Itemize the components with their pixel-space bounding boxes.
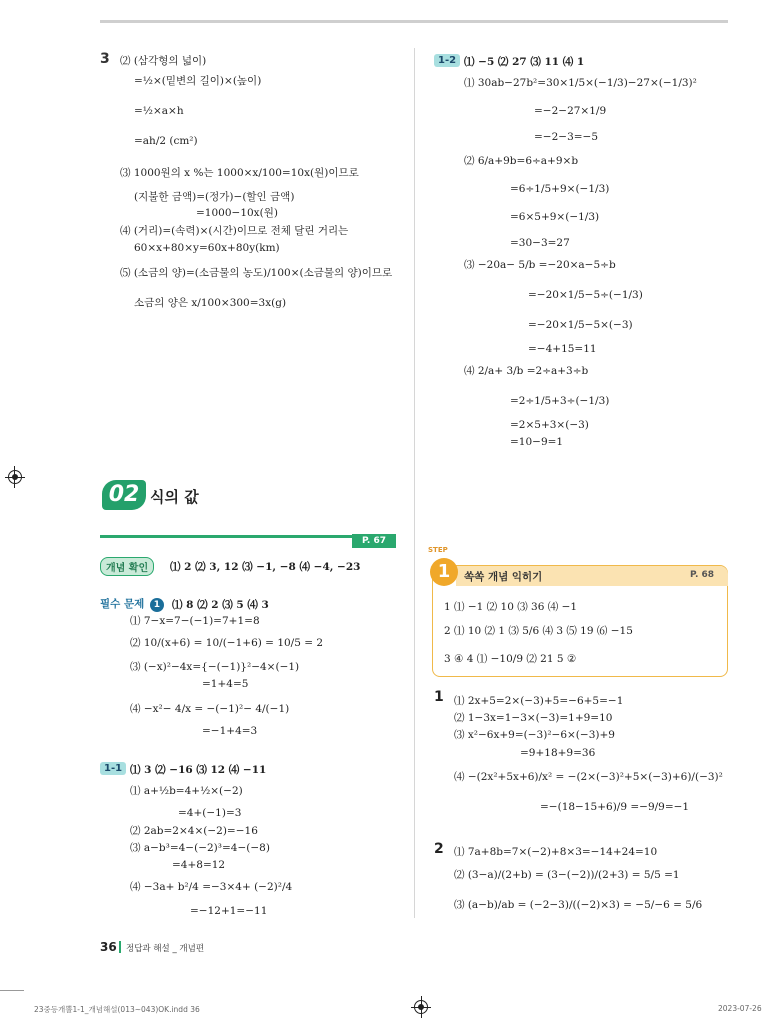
- t12-line: =6×5+9×(−1/3): [510, 211, 600, 223]
- t12-line: =2÷1/5+3÷(−1/3): [510, 395, 610, 407]
- step-row: 2 ⑴ 10 ⑵ 1 ⑶ 5/6 ⑷ 3 ⑸ 19 ⑹ −15: [444, 625, 633, 637]
- must-problem-answers: ⑴ 8 ⑵ 2 ⑶ 5 ⑷ 3: [172, 599, 269, 611]
- trim-mark: [0, 990, 24, 991]
- problem-1-1-tag: 1-1: [100, 762, 126, 775]
- must-line: ⑴ 7−x=7−(−1)=7+1=8: [130, 615, 260, 627]
- column-divider: [414, 48, 415, 918]
- t12-line: =−20×1/5−5×(−3): [528, 319, 633, 331]
- t11-line: ⑴ a+½b=4+½×(−2): [130, 785, 243, 797]
- s1-line: ⑶ x²−6x+9=(−3)²−6×(−3)+9: [454, 729, 615, 741]
- section-title: 식의 값: [150, 488, 199, 506]
- must-problem-text: 필수 문제: [100, 598, 145, 610]
- s2-line: ⑴ 7a+8b=7×(−2)+8×3=−14+24=10: [454, 846, 658, 858]
- footer-title: 정답과 해설 _ 개념편: [126, 944, 205, 954]
- t12-line: ⑶ −20a− 5/b =−20×a−5÷b: [464, 259, 616, 271]
- t12-line: =2×5+3×(−3): [510, 419, 589, 431]
- t11-line: =4+8=12: [172, 859, 226, 871]
- t12-line: ⑵ 6/a+9b=6÷a+9×b: [464, 155, 579, 167]
- print-date: 2023-07-26: [718, 1004, 762, 1013]
- p3-line: (지불한 금액)=(정가)−(할인 금액): [134, 191, 295, 203]
- p3-line: ⑸ (소금의 양)=(소금물의 농도)/100×(소금물의 양)이므로: [120, 267, 393, 279]
- step-number-badge: 1: [430, 558, 458, 586]
- s1-line: ⑴ 2x+5=2×(−3)+5=−6+5=−1: [454, 695, 624, 707]
- s1-line: ⑷ −(2x²+5x+6)/x² = −(2×(−3)²+5×(−3)+6)/(−3)²: [454, 771, 723, 783]
- s2-line: ⑶ (a−b)/ab = (−2−3)/((−2)×3) = −5/−6 = 5/6: [454, 899, 703, 911]
- t12-line: =−4+15=11: [528, 343, 597, 355]
- step-label: STEP: [428, 546, 448, 554]
- step-row: 1 ⑴ −1 ⑵ 10 ⑶ 36 ⑷ −1: [444, 601, 578, 613]
- section-page-ref: P. 67: [352, 534, 396, 548]
- t11-line: ⑶ a−b³=4−(−2)³=4−(−8): [130, 842, 270, 854]
- p3-line: =½×(밑변의 길이)×(높이): [134, 75, 262, 87]
- t12-line: =−2−27×1/9: [534, 105, 607, 117]
- top-rule: [100, 20, 728, 23]
- t12-line: =6÷1/5+9×(−1/3): [510, 183, 610, 195]
- solution-1-number: 1: [434, 689, 444, 705]
- s1-line: =9+18+9=36: [520, 747, 596, 759]
- must-problem-number: 1: [150, 598, 164, 612]
- solution-2-number: 2: [434, 841, 444, 857]
- p3-line: =1000−10x(원): [196, 207, 278, 219]
- p3-line: =ah/2 (cm²): [134, 135, 198, 147]
- section-badge: 02: [102, 480, 146, 510]
- must-line: =−1+4=3: [202, 725, 258, 737]
- t11-line: =−12+1=−11: [190, 905, 268, 917]
- concept-check-answers: ⑴ 2 ⑵ 3, 12 ⑶ −1, −8 ⑷ −4, −23: [170, 561, 361, 573]
- t11-line: ⑵ 2ab=2×4×(−2)=−16: [130, 825, 258, 837]
- must-line: ⑵ 10/(x+6) = 10/(−1+6) = 10/5 = 2: [130, 637, 324, 649]
- registration-line: [14, 466, 15, 488]
- p3-line: 60×x+80×y=60x+80y(km): [134, 242, 280, 254]
- s1-line: =−(18−15+6)/9 =−9/9=−1: [540, 801, 690, 813]
- p3-line: ⑵ (삼각형의 넓이): [120, 55, 207, 67]
- t12-line: =−20×1/5−5÷(−1/3): [528, 289, 643, 301]
- problem-1-2-tag: 1-2: [434, 54, 460, 67]
- step-page-ref: P. 68: [690, 570, 715, 580]
- must-problem-label: [100, 596, 164, 612]
- page-number: 36: [100, 940, 117, 954]
- registration-mark-icon: [8, 470, 22, 484]
- p3-line: =½×a×h: [134, 105, 184, 117]
- problem-1-1-answers: ⑴ 3 ⑵ −16 ⑶ 12 ⑷ −11: [130, 764, 267, 776]
- footer-bar: [119, 941, 121, 953]
- step-title: 쏙쏙 개념 익히기: [464, 571, 543, 583]
- s2-line: ⑵ (3−a)/(2+b) = (3−(−2))/(2+3) = 5/5 =1: [454, 869, 680, 881]
- p3-line: 소금의 양은 x/100×300=3x(g): [134, 297, 287, 309]
- t12-line: ⑷ 2/a+ 3/b =2÷a+3÷b: [464, 365, 589, 377]
- p3-line: ⑷ (거리)=(속력)×(시간)이므로 전체 달린 거리는: [120, 225, 349, 237]
- t11-line: ⑷ −3a+ b²/4 =−3×4+ (−2)²/4: [130, 881, 293, 893]
- must-line: ⑶ (−x)²−4x={−(−1)}²−4×(−1): [130, 661, 300, 673]
- problem-1-2-answers: ⑴ −5 ⑵ 27 ⑶ 11 ⑷ 1: [464, 56, 585, 68]
- t11-line: =4+(−1)=3: [178, 807, 242, 819]
- t12-line: =−2−3=−5: [534, 131, 599, 143]
- registration-line: [421, 996, 422, 1018]
- s1-line: ⑵ 1−3x=1−3×(−3)=1+9=10: [454, 712, 613, 724]
- t12-line: ⑴ 30ab−27b²=30×1/5×(−1/3)−27×(−1/3)²: [464, 77, 697, 89]
- concept-check-label: 개념 확인: [100, 557, 154, 576]
- must-line: ⑷ −x²− 4/x = −(−1)²− 4/(−1): [130, 703, 290, 715]
- p3-line: ⑶ 1000원의 x %는 1000×x/100=10x(원)이므로: [120, 167, 359, 179]
- problem-3-number: 3: [100, 51, 110, 67]
- step-row: 3 ④ 4 ⑴ −10/9 ⑵ 21 5 ②: [444, 653, 577, 665]
- t12-line: =30−3=27: [510, 237, 570, 249]
- print-file-info: 23중등개뿔1-1_개념해설(013~043)OK.indd 36: [34, 1005, 200, 1014]
- must-line: =1+4=5: [202, 678, 249, 690]
- t12-line: =10−9=1: [510, 436, 564, 448]
